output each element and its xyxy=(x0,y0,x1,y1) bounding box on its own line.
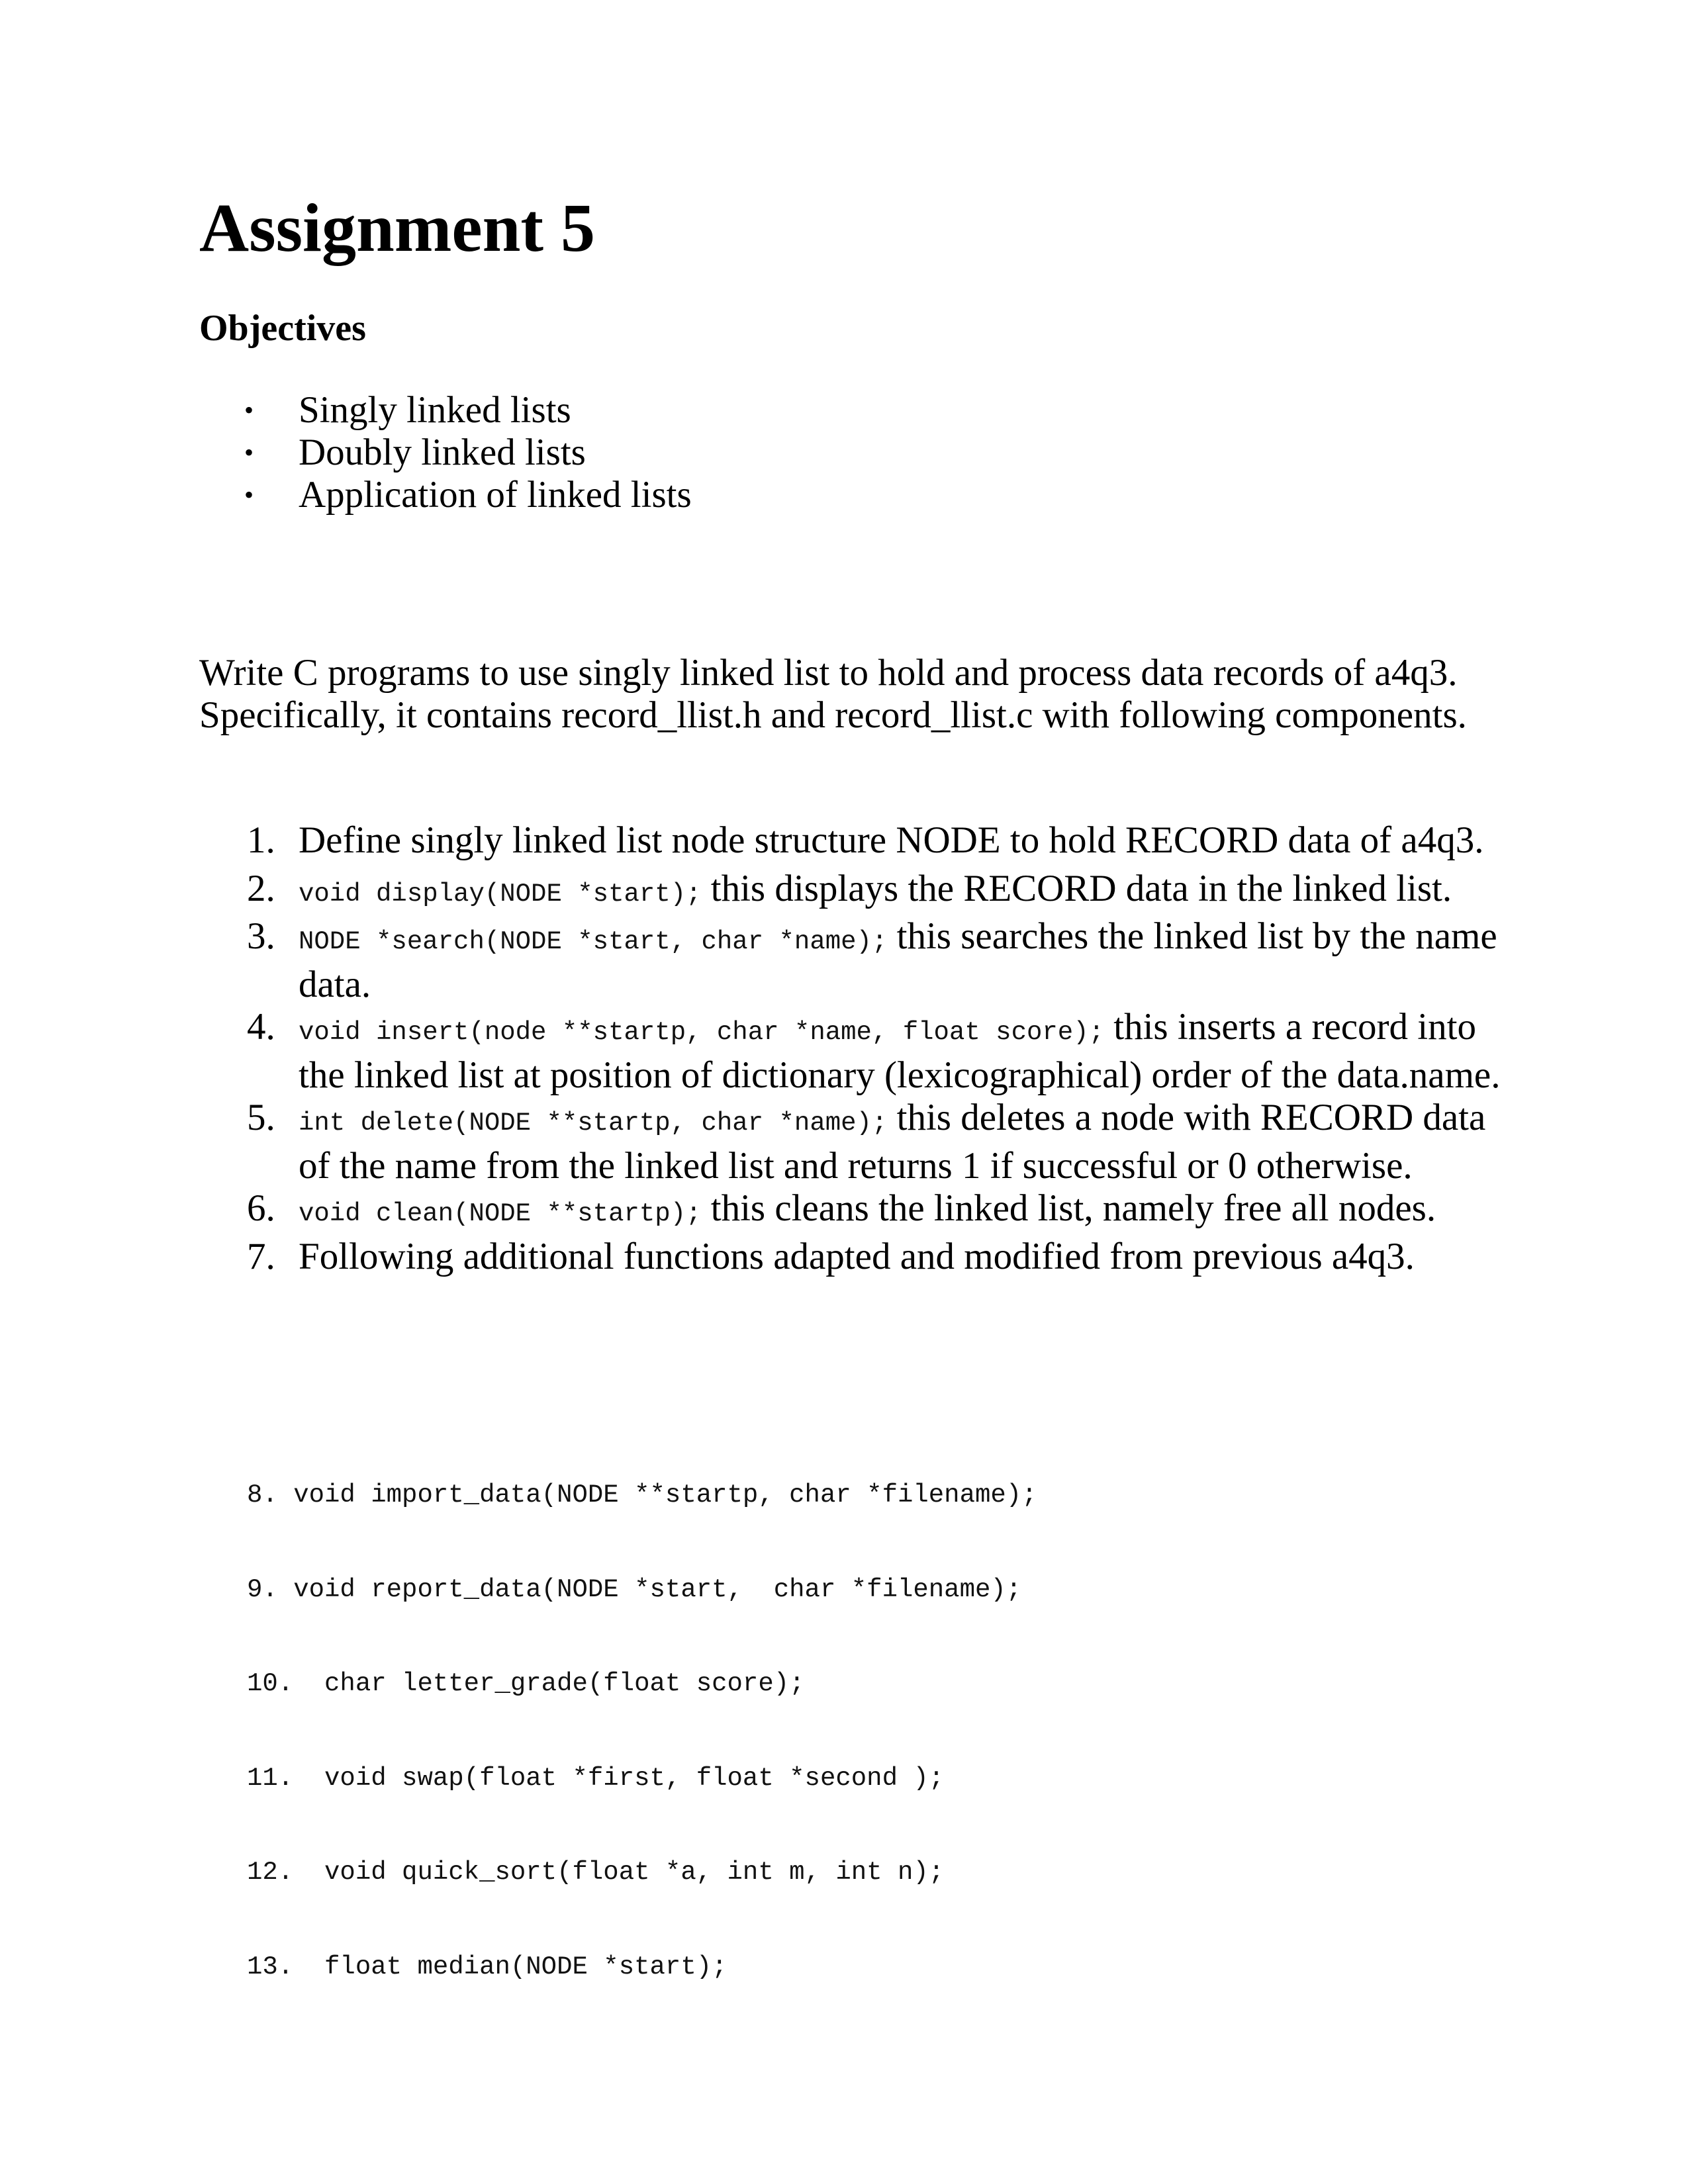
objectives-list xyxy=(199,389,692,516)
code-line-number: 10. xyxy=(247,1669,294,1698)
code-line xyxy=(247,1952,1037,1983)
function-code-list xyxy=(247,1417,1037,2015)
bullet-icon: • xyxy=(244,480,254,510)
task-text: this inserts a record into the linked list at position of dictionary (lexicographical) order of the data.name. xyxy=(299,1006,1501,1096)
code-line-text: float median(NODE *start); xyxy=(308,1952,727,1981)
code-line-text: void report_data(NODE *start, char *filename); xyxy=(293,1574,1022,1604)
code-line-number: 12. xyxy=(247,1858,294,1887)
objective-item xyxy=(199,432,692,474)
task-code: void insert(node **startp, char *name, float score); xyxy=(299,1018,1104,1047)
task-code: void display(NODE *start); xyxy=(299,879,702,909)
task-code: int delete(NODE **startp, char *name); xyxy=(299,1109,888,1138)
task-item xyxy=(199,1187,1517,1236)
task-number: 7. xyxy=(247,1235,275,1277)
objective-item xyxy=(199,474,692,516)
task-number: 4. xyxy=(247,1006,275,1048)
task-number: 5. xyxy=(247,1097,275,1138)
task-text: this displays the RECORD data in the linked list. xyxy=(701,867,1452,909)
page-title: Assignment 5 xyxy=(199,190,596,266)
objective-text: Singly linked lists xyxy=(299,389,571,431)
task-list xyxy=(199,819,1517,1283)
task-text: Define singly linked list node structure NODE to hold RECORD data of a4q3. xyxy=(299,819,1484,861)
code-line xyxy=(247,1668,1037,1700)
task-number: 2. xyxy=(247,867,275,909)
task-text: this cleans the linked list, namely free all nodes. xyxy=(701,1187,1436,1229)
code-line xyxy=(247,1574,1037,1606)
task-text: Following additional functions adapted and modified from previous a4q3. xyxy=(299,1235,1415,1277)
code-line-text: char letter_grade(float score); xyxy=(308,1669,805,1698)
code-line-text: void quick_sort(float *a, int m, int n); xyxy=(308,1858,945,1887)
code-line-text: void swap(float *first, float *second ); xyxy=(308,1763,945,1793)
code-line-number: 8. xyxy=(247,1480,278,1510)
task-number: 1. xyxy=(247,819,275,861)
task-text: this searches the linked list by the name data. xyxy=(299,915,1497,1005)
objective-item xyxy=(199,389,692,432)
code-line-number: 11. xyxy=(247,1763,294,1793)
bullet-icon: • xyxy=(244,437,254,467)
objective-text: Doubly linked lists xyxy=(299,432,586,473)
task-item xyxy=(199,1236,1517,1284)
bullet-icon: • xyxy=(244,395,254,425)
task-item xyxy=(199,1006,1517,1097)
task-item xyxy=(199,1097,1517,1187)
intro-paragraph: Write C programs to use singly linked list to hold and process data records of a4q3. Specifically, it contains record_llist.h and record_llist.c with following components. xyxy=(199,652,1467,736)
task-code: void clean(NODE **startp); xyxy=(299,1199,702,1228)
task-number: 6. xyxy=(247,1187,275,1229)
task-code: NODE *search(NODE *start, char *name); xyxy=(299,927,888,956)
objective-text: Application of linked lists xyxy=(299,474,692,516)
code-line xyxy=(247,1480,1037,1512)
code-line xyxy=(247,1857,1037,1889)
code-line-text: void import_data(NODE **startp, char *filename); xyxy=(293,1480,1037,1510)
objectives-heading: Objectives xyxy=(199,308,366,349)
task-number: 3. xyxy=(247,915,275,957)
code-line-number: 9. xyxy=(247,1574,278,1604)
code-line-number: 13. xyxy=(247,1952,294,1981)
task-item xyxy=(199,819,1517,868)
task-item xyxy=(199,868,1517,916)
code-line xyxy=(247,1763,1037,1795)
task-text: this deletes a node with RECORD data of the name from the linked list and returns 1 if successful or 0 otherwise. xyxy=(299,1097,1486,1187)
task-item xyxy=(199,915,1517,1006)
